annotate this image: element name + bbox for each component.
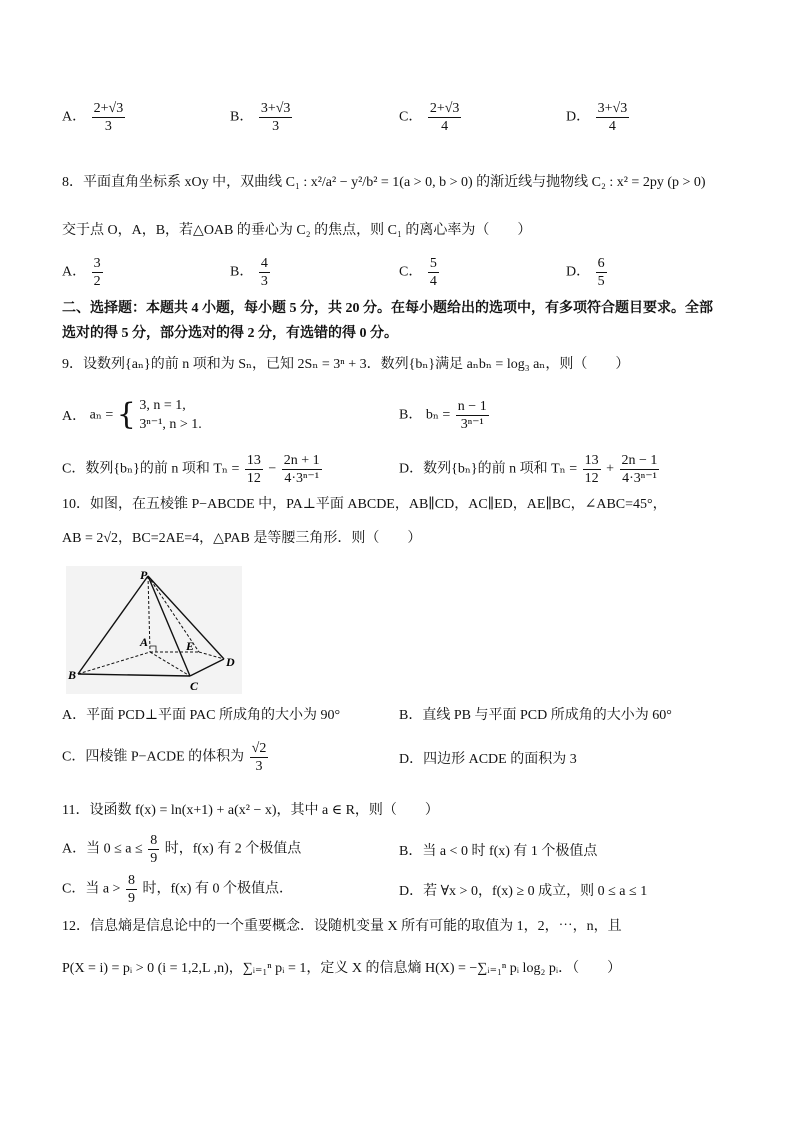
- numerator: 3+√3: [597, 101, 628, 116]
- q11-option-c: [62, 872, 293, 907]
- denominator: 4·3ⁿ⁻¹: [622, 471, 657, 486]
- numerator: 6: [597, 256, 605, 271]
- fraction: [126, 872, 137, 907]
- numerator: 3: [93, 256, 101, 271]
- fraction: [428, 100, 462, 135]
- vertex-label-b: B: [68, 668, 77, 682]
- option-label: C．: [399, 264, 423, 280]
- option-text: A．当 0 ≤ a ≤: [62, 841, 143, 857]
- denominator: 12: [246, 471, 261, 486]
- q8-stem-line2: 交于点 O，A，B，若△OAB 的垂心为 C₂ 的焦点，则 C₁ 的离心率为（ ）: [62, 223, 532, 238]
- numerator: 13: [584, 453, 599, 468]
- fraction: [456, 398, 489, 433]
- q10-option-c: [62, 740, 270, 775]
- q11-option-d: D．若 ∀x > 0，f(x) ≥ 0 成立，则 0 ≤ a ≤ 1: [399, 884, 648, 899]
- numerator: 3+√3: [260, 101, 291, 116]
- vertex-label-p: P: [140, 568, 148, 582]
- fraction: [596, 255, 607, 290]
- q7-option-d: [566, 100, 631, 135]
- numerator: 2n + 1: [283, 453, 320, 468]
- vertex-label-e: E: [186, 639, 195, 653]
- q12-stem-line1: 12．信息熵是信息论中的一个重要概念．设随机变量 X 所有可能的取值为 1，2，⋯，n，且: [62, 919, 622, 934]
- option-label: D．: [566, 109, 591, 125]
- option-label: B．: [230, 264, 254, 280]
- option-label: B．: [399, 407, 423, 423]
- option-lhs: bₙ =: [425, 407, 451, 423]
- q7-option-a: [62, 100, 127, 135]
- denominator: 3: [255, 759, 263, 774]
- numerator: √2: [251, 741, 267, 756]
- q10-stem-line1: 10．如图，在五棱锥 P−ABCDE 中，PA⊥平面 ABCDE，AB∥CD，AC∥ED，AE∥BC，∠ABC=45°，: [62, 497, 667, 512]
- operator: −: [268, 461, 277, 477]
- q10-option-a: A．平面 PCD⊥平面 PAC 所成角的大小为 90°: [62, 708, 341, 723]
- option-label: A．: [62, 109, 87, 125]
- vertex-label-c: C: [190, 679, 199, 693]
- option-text: 时，f(x) 有 2 个极值点: [164, 841, 302, 857]
- option-label: D．: [566, 264, 591, 280]
- numerator: 2n − 1: [621, 453, 658, 468]
- q11-stem: 11．设函数 f(x) = ln(x+1) + a(x² − x)，其中 a ∈ R，则（ ）: [62, 803, 439, 818]
- option-label: B．: [230, 109, 254, 125]
- fraction: [259, 255, 270, 290]
- denominator: 4·3ⁿ⁻¹: [284, 471, 320, 486]
- operator: +: [606, 461, 615, 477]
- fraction: [259, 100, 293, 135]
- q8-stem-line1: 8．平面直角坐标系 xOy 中，双曲线 C₁ : x²/a² − y²/b² = 1(a > 0, b > 0) 的渐近线与抛物线 C₂ : x² = 2py (p > 0): [62, 175, 706, 190]
- denominator: 3: [272, 119, 280, 134]
- option-text: D．数列{bₙ}的前 n 项和 Tₙ =: [399, 461, 578, 477]
- denominator: 12: [584, 471, 599, 486]
- left-brace-icon: {: [116, 397, 136, 432]
- section-heading-line2: 选对的得 5 分，部分选对的得 2 分，有选错的得 0 分。: [62, 326, 398, 341]
- fraction: [92, 100, 126, 135]
- fraction: [92, 255, 103, 290]
- fraction: [282, 452, 322, 487]
- q10-option-d: D．四边形 ACDE 的面积为 3: [399, 752, 577, 767]
- vertex-label-a: A: [140, 635, 149, 649]
- denominator: 4: [441, 119, 449, 134]
- section-heading-line1: 二、选择题：本题共 4 小题，每小题 5 分，共 20 分。在每小题给出的选项中，有多项符合题目要求。全部: [62, 301, 713, 316]
- denominator: 9: [127, 891, 135, 906]
- q12-stem-line2: P(X = i) = pᵢ > 0 (i = 1,2,L ,n)，∑ᵢ₌₁ⁿ pᵢ = 1，定义 X 的信息熵 H(X) = −∑ᵢ₌₁ⁿ pᵢ log₂ pᵢ．（ ）: [62, 961, 622, 976]
- q9-option-c: [62, 452, 324, 487]
- denominator: 5: [597, 274, 605, 289]
- fraction: [250, 740, 269, 775]
- numerator: 8: [127, 873, 135, 888]
- denominator: 9: [150, 851, 158, 866]
- q8-option-a: [62, 255, 105, 290]
- q7-option-c: [399, 100, 463, 135]
- option-text: C．四棱锥 P−ACDE 的体积为: [62, 749, 245, 765]
- denominator: 4: [608, 119, 616, 134]
- option-label: A．: [62, 409, 87, 424]
- q9-option-d: [399, 452, 661, 487]
- case-line: 3ⁿ⁻¹, n > 1.: [139, 417, 202, 432]
- q11-option-a: [62, 832, 301, 867]
- q7-option-b: [230, 100, 294, 135]
- q9-stem: 9．设数列{aₙ}的前 n 项和为 Sₙ，已知 2Sₙ = 3ⁿ + 3．数列{bₙ}满足 aₙbₙ = log₃ aₙ，则（ ）: [62, 357, 630, 372]
- fraction: [620, 452, 660, 487]
- fraction: [245, 452, 263, 487]
- denominator: 2: [93, 274, 101, 289]
- denominator: 3: [104, 119, 112, 134]
- q8-option-d: [566, 255, 609, 290]
- pyramid-figure: [66, 566, 242, 694]
- fraction: [596, 100, 630, 135]
- option-lhs: aₙ =: [89, 407, 114, 423]
- q9-option-b: [399, 398, 491, 433]
- fraction: [428, 255, 439, 290]
- numerator: 8: [150, 833, 158, 848]
- q8-option-b: [230, 255, 272, 290]
- piecewise-cases: [139, 396, 201, 434]
- q10-option-b: B．直线 PB 与平面 PCD 所成角的大小为 60°: [399, 708, 672, 723]
- numerator: n − 1: [457, 399, 487, 414]
- denominator: 3: [260, 274, 268, 289]
- vertex-label-d: D: [226, 655, 235, 669]
- q8-option-c: [399, 255, 441, 290]
- denominator: 4: [429, 274, 437, 289]
- option-text: 时，f(x) 有 0 个极值点．: [142, 881, 293, 897]
- option-text: C．当 a >: [62, 881, 121, 897]
- option-text: C．数列{bₙ}的前 n 项和 Tₙ =: [62, 461, 240, 477]
- numerator: 5: [429, 256, 437, 271]
- q10-stem-line2: AB = 2√2，BC=2AE=4，△PAB 是等腰三角形．则（ ）: [62, 531, 422, 546]
- numerator: 4: [260, 256, 268, 271]
- numerator: 13: [246, 453, 261, 468]
- option-label: C．: [399, 109, 423, 125]
- fraction: [583, 452, 601, 487]
- q11-option-b: B．当 a < 0 时 f(x) 有 1 个极值点: [399, 844, 598, 859]
- numerator: 2+√3: [93, 101, 124, 116]
- denominator: 3ⁿ⁻¹: [460, 417, 484, 432]
- q9-option-a: [62, 396, 202, 434]
- numerator: 2+√3: [429, 101, 460, 116]
- fraction: [148, 832, 159, 867]
- case-line: 3, n = 1,: [139, 398, 186, 413]
- option-label: A．: [62, 264, 87, 280]
